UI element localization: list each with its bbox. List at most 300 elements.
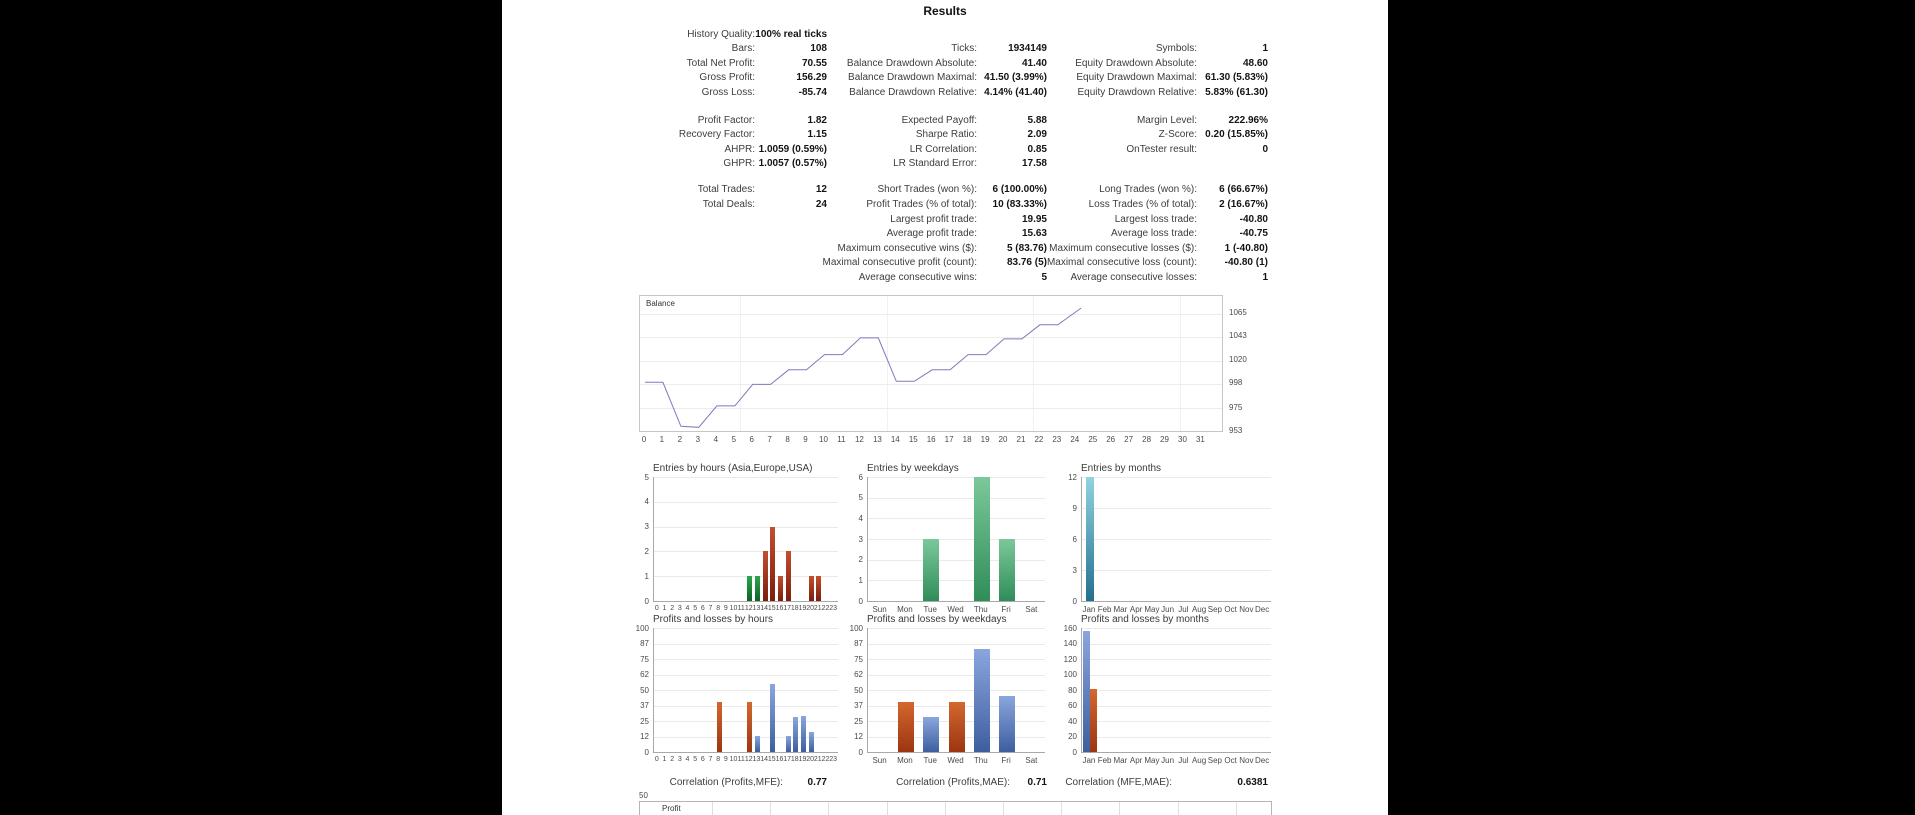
mini-xtick: 13 (752, 605, 761, 612)
balance-xtick: 21 (1016, 435, 1026, 444)
balance-xtick: 16 (926, 435, 936, 444)
mini-xtick: 8 (716, 756, 721, 763)
mini-xtick: Dec (1254, 756, 1270, 765)
balance-xtick: 13 (872, 435, 882, 444)
bar (717, 702, 722, 752)
balance-xtick: 29 (1160, 435, 1169, 444)
stat-label: Z-Score: (1158, 129, 1197, 141)
stat-value: 5.83% (61.30) (1205, 87, 1268, 98)
mini-xtick: 3 (677, 756, 682, 763)
mini-xtick: Aug (1191, 756, 1207, 765)
grid-line-vertical (1119, 802, 1120, 815)
stat-label: Gross Loss: (701, 87, 755, 98)
bar (770, 684, 775, 752)
grid-line-horizontal (868, 477, 1045, 478)
pl-by-months-chart (1081, 628, 1271, 753)
chart-title: Entries by months (1081, 463, 1162, 474)
stat-value: 0 (1262, 143, 1268, 155)
grid-line-horizontal (868, 498, 1045, 499)
pl-by-hours-chart (653, 628, 838, 753)
balance-xtick: 4 (713, 435, 719, 444)
stat-value: 41.40 (1021, 57, 1047, 69)
balance-chart (639, 295, 1223, 432)
stat-label: Short Trades (won %): (877, 184, 977, 196)
mini-xtick: Sep (1207, 756, 1222, 765)
stat-value: 222.96% (1228, 114, 1268, 126)
mini-xtick: Jan (1082, 605, 1096, 614)
balance-xtick: 10 (819, 435, 828, 444)
mini-ytick: 37 (854, 701, 863, 710)
bar (898, 702, 914, 752)
mini-xtick: 19 (798, 756, 807, 763)
stat-label: Equity Drawdown Maximal: (1076, 72, 1197, 84)
stat-value: -40.80 (1239, 213, 1268, 225)
mini-xtick: May (1144, 605, 1160, 614)
mini-ytick: 120 (1063, 654, 1077, 664)
grid-line-vertical (712, 802, 713, 815)
stat-label: Maximal consecutive loss (count): (1046, 257, 1197, 269)
mini-xtick: 22 (821, 756, 830, 763)
mini-xtick: Sep (1207, 605, 1222, 614)
mini-xtick: 4 (685, 605, 690, 612)
mini-ytick: 40 (1068, 716, 1077, 726)
mini-xtick: 15 (767, 756, 776, 763)
page-title: Results (923, 4, 967, 18)
mini-ytick: 9 (1072, 503, 1077, 513)
mini-xtick: 18 (790, 756, 799, 763)
mini-ytick: 3 (858, 534, 863, 544)
mini-xtick: 12 (744, 605, 753, 612)
stat-label: Maximum consecutive wins ($): (837, 242, 977, 254)
mini-xtick: Feb (1097, 756, 1112, 765)
mini-ytick: 50 (854, 685, 863, 695)
stat-value: 12 (815, 184, 827, 196)
mini-ytick: 0 (1072, 596, 1077, 606)
grid-line-horizontal (654, 477, 838, 478)
mini-xtick: 10 (729, 756, 738, 763)
bar (747, 576, 752, 601)
stat-label: Balance Drawdown Relative: (849, 87, 977, 98)
grid-line-vertical (1003, 802, 1004, 815)
correlation-value: 0.6381 (1237, 777, 1268, 788)
mini-ytick: 20 (1068, 732, 1077, 741)
bar (793, 717, 798, 752)
bar (786, 551, 791, 601)
mini-xtick: 10 (729, 605, 738, 612)
grid-line-horizontal (654, 644, 838, 645)
balance-xtick: 15 (908, 435, 918, 444)
grid-line-vertical (1178, 802, 1179, 815)
balance-ytick: 953 (1229, 425, 1243, 435)
bar (974, 649, 990, 752)
balance-ytick: 1065 (1229, 308, 1247, 318)
grid-line-horizontal (654, 675, 838, 676)
balance-xtick: 19 (980, 435, 990, 444)
bar (801, 716, 806, 752)
grid-line-horizontal (868, 659, 1045, 660)
stat-label: Profit Factor: (697, 114, 755, 126)
stat-label: GHPR: (723, 158, 755, 170)
mini-ytick: 37 (640, 701, 649, 710)
bar (778, 576, 783, 601)
bar (923, 717, 939, 752)
balance-xtick: 9 (803, 435, 808, 444)
mini-ytick: 5 (644, 472, 649, 482)
mini-xtick: 11 (737, 605, 745, 612)
stat-value: 100% real ticks (755, 28, 827, 40)
stat-value: 41.50 (3.99%) (984, 72, 1047, 84)
balance-xtick: 1 (659, 435, 665, 444)
mini-ytick: 1 (644, 571, 649, 581)
balance-xtick: 5 (731, 435, 737, 444)
stat-label: Equity Drawdown Absolute: (1075, 57, 1197, 69)
mini-xtick: Oct (1224, 605, 1237, 614)
mini-xtick: 15 (767, 605, 776, 612)
mini-xtick: 9 (723, 605, 728, 612)
stat-value: 70.55 (801, 57, 827, 69)
balance-xtick: 22 (1034, 435, 1044, 444)
balance-xtick: 25 (1088, 435, 1098, 444)
stat-value: 0.20 (15.85%) (1205, 129, 1268, 141)
grid-line-vertical (828, 802, 829, 815)
mini-xtick: 22 (821, 605, 830, 612)
stat-label: Expected Payoff: (901, 114, 977, 126)
correlation-value: 0.77 (807, 777, 827, 788)
stat-label: Sharpe Ratio: (915, 129, 977, 141)
grid-line-horizontal (1082, 690, 1271, 691)
grid-line-horizontal (654, 628, 838, 629)
mini-xtick: Tue (923, 756, 937, 765)
stat-label: Recovery Factor: (678, 129, 755, 141)
grid-line-horizontal (1082, 659, 1271, 660)
mini-xtick: 21 (813, 756, 822, 763)
mini-xtick: Sun (872, 605, 887, 614)
mini-xtick: 13 (752, 756, 761, 763)
bottom-chart-legend: Profit (662, 804, 681, 813)
stat-value: 83.76 (5) (1006, 257, 1047, 269)
bar (809, 732, 814, 752)
stat-label: Gross Profit: (699, 72, 755, 84)
chart-title: Profits and losses by weekdays (867, 614, 1007, 625)
mini-ytick: 75 (640, 654, 649, 664)
balance-xtick: 6 (749, 435, 754, 444)
mini-ytick: 160 (1063, 623, 1077, 633)
mini-ytick: 100 (849, 623, 863, 633)
balance-xtick: 18 (962, 435, 972, 444)
mini-ytick: 50 (640, 685, 649, 695)
balance-xtick: 28 (1142, 435, 1152, 444)
entries-by-months-chart (1081, 477, 1271, 602)
stat-value: 19.95 (1021, 213, 1047, 225)
balance-xtick: 31 (1195, 435, 1205, 444)
mini-xtick: 19 (798, 605, 807, 612)
correlation-label: Correlation (Profits,MFE): (669, 777, 783, 788)
mini-xtick: Fri (1001, 605, 1011, 614)
mini-xtick: 23 (829, 605, 838, 612)
mini-ytick: 62 (854, 670, 863, 679)
mini-xtick: 8 (716, 605, 721, 612)
mini-xtick: 4 (685, 756, 690, 763)
mini-ytick: 100 (1063, 670, 1077, 679)
mini-xtick: Thu (973, 756, 988, 765)
stat-label: Average profit trade: (886, 228, 977, 240)
entries-by-weekdays-chart (867, 477, 1045, 602)
chart-title: Entries by weekdays (867, 463, 959, 474)
mini-ytick: 2 (644, 546, 649, 556)
mini-xtick: Wed (947, 756, 964, 765)
stat-value: 17.58 (1021, 158, 1047, 170)
grid-line-horizontal (868, 580, 1045, 581)
mini-xtick: 5 (693, 756, 698, 763)
stat-label: History Quality: (687, 28, 755, 40)
chart-title: Profits and losses by months (1081, 614, 1209, 625)
stat-label: Total Deals: (702, 199, 755, 210)
mini-xtick: Mon (897, 605, 913, 614)
mini-ytick: 12 (1068, 472, 1077, 482)
balance-xtick: 7 (767, 435, 772, 444)
mini-xtick: 12 (744, 756, 753, 763)
mini-ytick: 5 (858, 493, 863, 503)
stat-value: 61.30 (5.83%) (1205, 72, 1268, 84)
stat-label: Average consecutive wins: (858, 272, 977, 283)
mini-xtick: Mon (897, 756, 913, 765)
correlation-label: Correlation (MFE,MAE): (1065, 777, 1172, 788)
grid-line-horizontal (654, 721, 838, 722)
balance-xtick: 20 (998, 435, 1008, 444)
stat-label: Profit Trades (% of total): (866, 199, 977, 210)
bar (816, 576, 821, 601)
stat-value: 1.82 (807, 114, 827, 126)
mini-ytick: 3 (1072, 565, 1077, 575)
mini-xtick: Feb (1097, 605, 1112, 614)
stat-label: Balance Drawdown Absolute: (846, 57, 977, 69)
mini-ytick: 0 (1072, 747, 1077, 757)
balance-series-label: Balance (646, 299, 675, 308)
grid-line-horizontal (1082, 706, 1271, 707)
mini-xtick: 7 (708, 756, 713, 763)
mini-xtick: 14 (760, 605, 769, 612)
stat-value: 6 (100.00%) (992, 184, 1047, 196)
stat-value: 156.29 (796, 72, 827, 84)
mini-xtick: 9 (723, 756, 728, 763)
stat-value: 2 (16.67%) (1219, 199, 1268, 210)
mini-ytick: 6 (858, 472, 863, 482)
bottom-profit-chart (639, 801, 1272, 815)
stat-label: LR Correlation: (909, 143, 977, 155)
mini-xtick: 6 (700, 605, 705, 612)
mini-xtick: 6 (700, 756, 705, 763)
balance-xtick: 24 (1070, 435, 1080, 444)
mini-xtick: 7 (708, 605, 713, 612)
mini-ytick: 0 (858, 747, 863, 757)
mini-xtick: 0 (654, 756, 659, 763)
mini-xtick: Jan (1082, 756, 1096, 765)
bar (747, 702, 752, 752)
mini-xtick: 1 (662, 605, 667, 612)
mini-ytick: 4 (644, 497, 649, 507)
balance-xtick: 8 (785, 435, 790, 444)
mini-ytick: 4 (858, 513, 863, 523)
mini-ytick: 6 (1072, 534, 1077, 544)
mini-ytick: 2 (858, 555, 863, 565)
bar (974, 477, 990, 601)
grid-line-horizontal (1082, 539, 1271, 540)
correlation-label: Correlation (Profits,MAE): (896, 777, 1010, 788)
mini-ytick: 12 (640, 732, 649, 741)
balance-ytick: 998 (1229, 378, 1243, 388)
balance-ytick: 975 (1229, 402, 1243, 412)
mini-xtick: Sun (872, 756, 887, 765)
balance-xtick: 23 (1052, 435, 1062, 444)
bar (786, 736, 791, 752)
mini-ytick: 60 (1068, 701, 1077, 710)
mini-ytick: 0 (644, 747, 649, 757)
mini-ytick: 62 (640, 670, 649, 679)
stat-label: Total Trades: (697, 184, 755, 196)
mini-xtick: 17 (783, 756, 792, 763)
mini-ytick: 25 (854, 716, 863, 726)
mini-xtick: Dec (1254, 605, 1270, 614)
stat-value: 1 (1262, 43, 1268, 55)
mini-xtick: 16 (775, 756, 784, 763)
stat-label: Average loss trade: (1111, 228, 1197, 240)
balance-xtick: 14 (890, 435, 900, 444)
grid-line-vertical (1061, 802, 1062, 815)
grid-line-horizontal (868, 539, 1045, 540)
mini-xtick: Tue (923, 605, 937, 614)
grid-line-vertical (945, 802, 946, 815)
stat-label: Long Trades (won %): (1099, 184, 1197, 196)
stat-value: 10 (83.33%) (992, 199, 1047, 210)
stat-value: 48.60 (1242, 57, 1268, 69)
balance-xtick: 0 (641, 435, 647, 444)
grid-line-horizontal (1082, 570, 1271, 571)
bar (770, 527, 775, 601)
balance-xtick: 30 (1178, 435, 1187, 444)
bottom-chart-ytick: 50 (639, 791, 648, 800)
bar (949, 702, 965, 752)
report-page (502, 0, 1388, 815)
balance-xtick: 17 (944, 435, 954, 444)
stat-label: Margin Level: (1136, 114, 1197, 126)
stat-value: -85.74 (798, 87, 827, 98)
stat-value: -40.75 (1239, 228, 1268, 240)
grid-line-vertical (1236, 802, 1237, 815)
mini-xtick: 3 (677, 605, 682, 612)
mini-xtick: 20 (806, 605, 815, 612)
mini-ytick: 87 (854, 639, 863, 648)
stat-value: 5 (1041, 272, 1047, 283)
mini-ytick: 12 (854, 732, 863, 741)
stat-value: 1.15 (807, 129, 827, 141)
bar (999, 696, 1015, 752)
stat-value: 1934149 (1008, 43, 1047, 55)
grid-line-horizontal (868, 628, 1045, 629)
mini-ytick: 87 (640, 639, 649, 648)
grid-line-horizontal (1082, 508, 1271, 509)
grid-line-horizontal (654, 706, 838, 707)
stat-label: Equity Drawdown Relative: (1077, 87, 1197, 98)
mini-xtick: 0 (654, 605, 659, 612)
stat-label: Loss Trades (% of total): (1088, 199, 1197, 210)
stat-value: 108 (810, 43, 827, 55)
mini-xtick: 18 (790, 605, 799, 612)
mini-xtick: Mar (1113, 756, 1128, 765)
mini-xtick: 2 (670, 756, 675, 763)
stat-value: 1.0059 (0.59%) (758, 143, 827, 155)
stat-value: 0.85 (1027, 143, 1047, 155)
mini-ytick: 75 (854, 654, 863, 664)
mini-xtick: Jul (1178, 605, 1189, 614)
balance-xtick: 26 (1106, 435, 1116, 444)
grid-line-horizontal (1082, 675, 1271, 676)
stat-value: 4.14% (41.40) (984, 87, 1047, 98)
bar (755, 736, 760, 752)
mini-xtick: 14 (760, 756, 769, 763)
stat-label: Maximum consecutive losses ($): (1049, 242, 1197, 254)
grid-line-vertical (887, 802, 888, 815)
mini-xtick: 5 (693, 605, 698, 612)
grid-line-horizontal (1082, 477, 1271, 478)
stat-label: Bars: (731, 43, 755, 55)
entries-by-hours-chart (653, 477, 838, 602)
stat-label: AHPR: (724, 143, 755, 155)
mini-ytick: 100 (635, 623, 649, 633)
mini-xtick: May (1144, 756, 1160, 765)
grid-line-horizontal (1082, 721, 1271, 722)
stat-label: Largest profit trade: (890, 213, 977, 225)
stat-value: 1 (1262, 272, 1268, 283)
grid-line-horizontal (1082, 628, 1271, 629)
bar (1090, 689, 1097, 752)
mini-xtick: 16 (775, 605, 784, 612)
stat-label: Total Net Profit: (686, 57, 755, 69)
mini-xtick: Fri (1001, 756, 1011, 765)
stat-value: 5 (83.76) (1006, 242, 1047, 254)
stat-label: Ticks: (951, 43, 977, 55)
stat-label: OnTester result: (1126, 143, 1197, 155)
mini-xtick: Aug (1191, 605, 1207, 614)
balance-xtick: 27 (1124, 435, 1134, 444)
grid-line-horizontal (1082, 737, 1271, 738)
stat-value: 15.63 (1021, 228, 1047, 240)
bar (809, 576, 814, 601)
grid-line-horizontal (868, 644, 1045, 645)
bar (1086, 477, 1094, 601)
balance-ytick: 1020 (1229, 355, 1247, 365)
bar (755, 576, 760, 601)
bar (1083, 631, 1090, 752)
grid-line-horizontal (654, 659, 838, 660)
stat-value: 5.88 (1027, 114, 1047, 126)
mini-xtick: Oct (1224, 756, 1237, 765)
stat-value: 1.0057 (0.57%) (758, 158, 827, 170)
mini-xtick: Nov (1239, 756, 1254, 765)
stat-label: Average consecutive losses: (1070, 272, 1197, 283)
mini-xtick: Thu (973, 605, 988, 614)
balance-ytick: 1043 (1229, 331, 1247, 341)
stat-value: 2.09 (1027, 129, 1047, 141)
mini-xtick: Nov (1239, 605, 1254, 614)
mini-ytick: 140 (1063, 639, 1077, 648)
grid-line-horizontal (654, 690, 838, 691)
grid-line-horizontal (868, 675, 1045, 676)
stat-value: 24 (815, 199, 827, 210)
stat-value: -40.80 (1) (1224, 257, 1268, 269)
stat-value: 6 (66.67%) (1219, 184, 1268, 196)
stat-label: Largest loss trade: (1114, 213, 1197, 225)
grid-line-horizontal (654, 527, 838, 528)
